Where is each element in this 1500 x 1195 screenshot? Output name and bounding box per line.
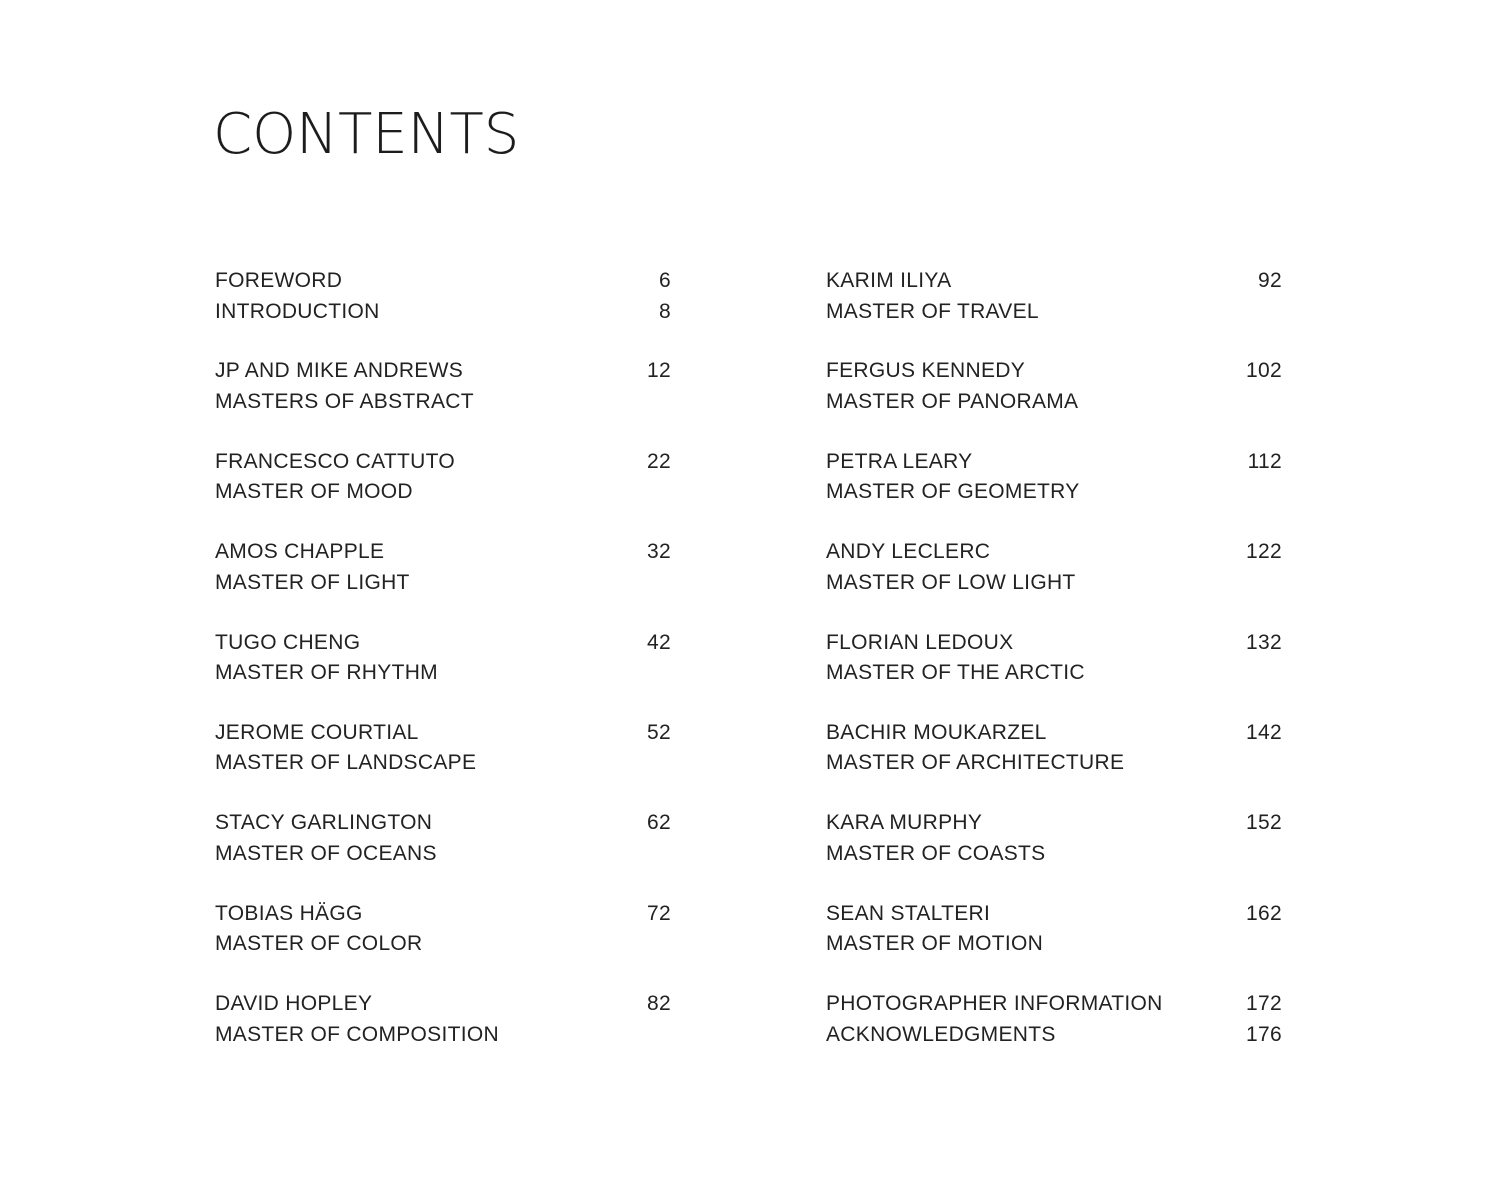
toc-entry — [215, 447, 671, 537]
toc-entry-heading — [215, 266, 671, 297]
toc-page-number: 72 — [647, 901, 671, 925]
toc-entry-label: PETRA LEARY — [826, 449, 973, 473]
toc-entry-label: MASTER OF LANDSCAPE — [215, 751, 477, 775]
toc-page-number: 162 — [1246, 901, 1282, 925]
toc-entry-label: DAVID HOPLEY — [215, 992, 373, 1016]
toc-entry-label: MASTER OF LOW LIGHT — [826, 570, 1076, 594]
toc-entry — [215, 537, 671, 627]
toc-page-number: 32 — [647, 540, 671, 564]
toc-left-column — [215, 266, 671, 1080]
toc-entry-label: MASTER OF RHYTHM — [215, 661, 438, 685]
page-title: CONTENTS — [213, 102, 520, 167]
toc-entry-heading — [215, 718, 671, 749]
toc-entry-label: AMOS CHAPPLE — [215, 540, 385, 564]
toc-entry-heading — [826, 899, 1282, 930]
toc-entry-label: MASTER OF LIGHT — [215, 570, 410, 594]
toc-entry-label: TUGO CHENG — [215, 630, 361, 654]
toc-entry — [215, 718, 671, 808]
toc-right-column — [826, 266, 1282, 1080]
toc-entry-label: MASTER OF COASTS — [826, 841, 1046, 865]
toc-entry-label: MASTER OF GEOMETRY — [826, 480, 1080, 504]
toc-entry-heading — [826, 356, 1282, 387]
toc-entry-label: FOREWORD — [215, 269, 343, 292]
toc-entry-subheading — [215, 387, 671, 418]
toc-entry-heading — [215, 808, 671, 839]
toc-entry-label: ANDY LECLERC — [826, 540, 991, 564]
toc-entry — [215, 989, 671, 1079]
toc-entry — [215, 356, 671, 446]
toc-entry-label: SEAN STALTERI — [826, 901, 991, 925]
toc-entry-heading — [826, 628, 1282, 659]
toc-entry-label: INTRODUCTION — [215, 299, 380, 323]
toc-entry-heading — [215, 537, 671, 568]
toc-page-number: 172 — [1246, 992, 1282, 1016]
toc-entry-label: TOBIAS HÄGG — [215, 901, 363, 925]
toc-entry-subheading — [826, 387, 1282, 418]
toc-page-number: 6 — [659, 269, 671, 292]
toc-page-number: 12 — [647, 359, 671, 383]
toc-entry-heading — [826, 266, 1282, 297]
toc-entry-subheading — [215, 297, 671, 328]
toc-entry — [826, 266, 1282, 356]
toc-entry-label: FERGUS KENNEDY — [826, 359, 1026, 383]
toc-entry-label: PHOTOGRAPHER INFORMATION — [826, 992, 1163, 1016]
toc-entry-subheading — [826, 1020, 1282, 1051]
toc-page-number: 142 — [1246, 720, 1282, 744]
toc-entry-subheading — [826, 658, 1282, 689]
toc-entry-label: MASTER OF COLOR — [215, 932, 423, 956]
toc-entry-subheading — [826, 748, 1282, 779]
toc-entry-subheading — [215, 658, 671, 689]
toc-entry-heading — [826, 537, 1282, 568]
toc-page-number: 122 — [1246, 540, 1282, 564]
toc-entry-subheading — [215, 477, 671, 508]
toc-page-number: 62 — [647, 811, 671, 835]
toc-entry — [826, 628, 1282, 718]
toc-entry-label: FLORIAN LEDOUX — [826, 630, 1014, 654]
toc-entry-subheading — [215, 929, 671, 960]
toc-entry-label: JP AND MIKE ANDREWS — [215, 359, 464, 383]
toc-page-number: 92 — [1258, 269, 1282, 292]
toc-entry-subheading — [826, 839, 1282, 870]
toc-entry-heading — [826, 808, 1282, 839]
toc-entry-subheading — [826, 477, 1282, 508]
toc-entry-subheading — [215, 748, 671, 779]
toc-entry-label: MASTER OF MOTION — [826, 932, 1044, 956]
toc-entry-label: MASTER OF PANORAMA — [826, 389, 1079, 413]
toc-entry — [826, 718, 1282, 808]
toc-entry-label: JEROME COURTIAL — [215, 720, 419, 744]
toc-entry-subheading — [826, 929, 1282, 960]
toc-entry-label: KARA MURPHY — [826, 811, 983, 835]
toc-entry-subheading — [215, 839, 671, 870]
toc-page-number: 132 — [1246, 630, 1282, 654]
toc-entry — [215, 266, 671, 356]
toc-entry-heading — [215, 356, 671, 387]
toc-entry-label: BACHIR MOUKARZEL — [826, 720, 1047, 744]
toc-page-number: 22 — [647, 449, 671, 473]
toc-entry-heading — [215, 447, 671, 478]
toc-entry-subheading — [826, 297, 1282, 328]
toc-page-number: 152 — [1246, 811, 1282, 835]
toc-entry-label: MASTER OF OCEANS — [215, 841, 437, 865]
toc-page-number: 42 — [647, 630, 671, 654]
toc-entry — [826, 899, 1282, 989]
toc-entry — [215, 628, 671, 718]
toc-entry-subheading — [215, 568, 671, 599]
toc-entry — [826, 356, 1282, 446]
toc-entry — [826, 447, 1282, 537]
toc-entry-label: MASTERS OF ABSTRACT — [215, 389, 474, 413]
toc-entry-label: MASTER OF THE ARCTIC — [826, 661, 1085, 685]
toc-page-number: 52 — [647, 720, 671, 744]
toc-entry-label: FRANCESCO CATTUTO — [215, 449, 455, 473]
toc-entry-heading — [826, 447, 1282, 478]
toc-entry-label: MASTER OF ARCHITECTURE — [826, 751, 1125, 775]
toc-entry-heading — [215, 899, 671, 930]
toc-entry-label: MASTER OF COMPOSITION — [215, 1022, 499, 1046]
toc-entry-label: MASTER OF TRAVEL — [826, 299, 1039, 323]
toc-entry-label: MASTER OF MOOD — [215, 480, 413, 504]
toc-entry — [826, 537, 1282, 627]
toc-entry — [826, 989, 1282, 1079]
toc-entry-subheading — [826, 568, 1282, 599]
toc-page-number: 8 — [659, 299, 671, 323]
toc-entry-label: STACY GARLINGTON — [215, 811, 433, 835]
toc-entry — [215, 808, 671, 898]
toc-entry-subheading — [215, 1020, 671, 1051]
toc-page-number: 112 — [1247, 449, 1282, 473]
toc-entry-heading — [215, 628, 671, 659]
toc-entry-heading — [826, 989, 1282, 1020]
toc-entry-label: ACKNOWLEDGMENTS — [826, 1022, 1056, 1046]
toc-entry — [826, 808, 1282, 898]
toc-page-number: 82 — [647, 992, 671, 1016]
toc-page-number: 176 — [1246, 1022, 1282, 1046]
toc-entry — [215, 899, 671, 989]
toc-entry-label: KARIM ILIYA — [826, 269, 952, 292]
toc-entry-heading — [826, 718, 1282, 749]
toc-entry-heading — [215, 989, 671, 1020]
toc-page-number: 102 — [1246, 359, 1282, 383]
